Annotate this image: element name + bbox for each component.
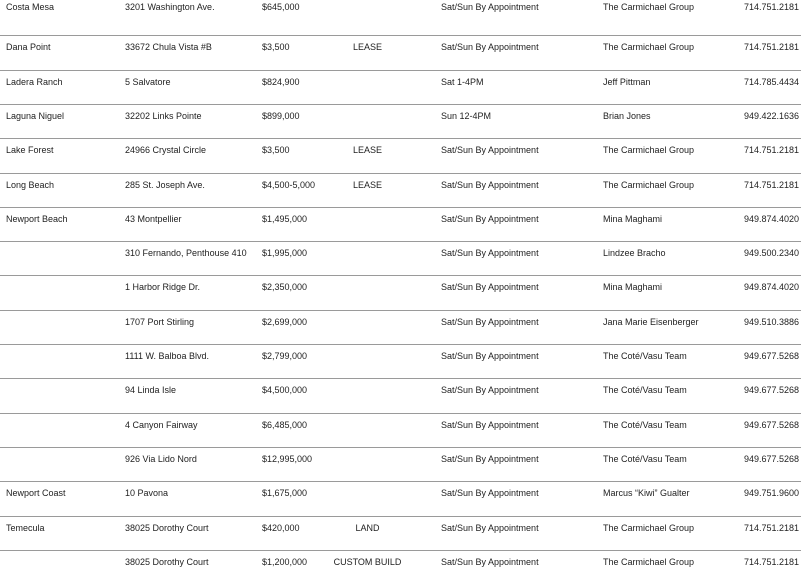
listing-address: 1707 Port Stirling — [125, 316, 195, 327]
table-row — [0, 413, 801, 447]
listing-type: LEASE — [352, 179, 383, 190]
table-row — [0, 481, 801, 515]
listing-agent: The Coté/Vasu Team — [603, 419, 687, 430]
table-row — [0, 310, 801, 344]
row-divider — [0, 481, 801, 482]
listing-price: $2,699,000 — [262, 316, 308, 327]
row-divider — [0, 138, 801, 139]
listing-agent: The Coté/Vasu Team — [603, 351, 687, 361]
listing-agent: The Carmichael Group — [603, 145, 695, 156]
listing-price: $4,500-5,000 — [262, 179, 316, 190]
listing-phone: 714.751.2181 — [743, 522, 799, 533]
listing-phone: 714.785.4434 — [743, 76, 799, 87]
listing-address: 24966 Crystal Circle — [125, 145, 207, 156]
listing-open-house-time: Sat/Sun By Appointment — [441, 145, 539, 156]
listing-address: 32202 Links Pointe — [125, 110, 202, 121]
table-row — [0, 1, 801, 35]
listing-agent: Brian Jones — [603, 110, 651, 121]
row-divider — [0, 516, 801, 517]
listing-city: Lake Forest — [6, 145, 54, 156]
listing-phone: 949.422.1636 — [743, 110, 799, 121]
listing-agent: Jana Marie Eisenberger — [603, 316, 699, 327]
listing-city: Newport Coast — [6, 488, 66, 499]
table-row — [0, 70, 801, 104]
listing-agent: Mina Maghami — [603, 213, 663, 224]
row-divider — [0, 104, 801, 105]
listing-price: $899,000 — [262, 110, 300, 121]
listing-price: $645,000 — [262, 2, 300, 12]
listing-address: 310 Fernando, Penthouse 410 — [125, 248, 247, 259]
table-row — [0, 173, 801, 207]
listing-open-house-time: Sat/Sun By Appointment — [441, 282, 539, 293]
listing-agent: Marcus “Kiwi” Gualter — [603, 488, 690, 499]
listing-price: $3,500 — [262, 145, 290, 156]
listing-city: Long Beach — [6, 179, 55, 190]
listing-address: 43 Montpellier — [125, 213, 182, 224]
table-row — [0, 516, 801, 550]
listing-address: 926 Via Lido Nord — [125, 453, 197, 464]
listing-price: $824,900 — [262, 76, 300, 87]
listing-open-house-time: Sat/Sun By Appointment — [441, 488, 539, 499]
listing-phone: 949.510.3886 — [743, 316, 799, 327]
listing-agent: Jeff Pittman — [603, 76, 651, 87]
listing-type: LAND — [355, 522, 380, 533]
listing-open-house-time: Sat/Sun By Appointment — [441, 179, 539, 190]
listing-address: 38025 Dorothy Court — [125, 522, 209, 533]
table-row — [0, 207, 801, 241]
listing-phone: 949.874.4020 — [743, 213, 799, 224]
row-divider — [0, 413, 801, 414]
listing-address: 10 Pavona — [125, 488, 169, 499]
listing-open-house-time: Sat/Sun By Appointment — [441, 453, 539, 464]
listing-open-house-time: Sat/Sun By Appointment — [441, 248, 539, 259]
listing-price: $1,995,000 — [262, 248, 308, 259]
listing-city: Ladera Ranch — [6, 76, 63, 87]
listing-price: $1,200,000 — [262, 556, 308, 567]
row-divider — [0, 173, 801, 174]
listing-address: 94 Linda Isle — [125, 385, 177, 396]
listing-address: 33672 Chula Vista #B — [125, 42, 212, 53]
table-row — [0, 550, 801, 584]
listing-address: 3201 Washington Ave. — [125, 2, 215, 12]
listing-phone: 949.677.5268 — [743, 453, 799, 464]
table-row — [0, 344, 801, 378]
row-divider — [0, 275, 801, 276]
listing-phone: 714.751.2181 — [743, 179, 799, 190]
table-row — [0, 378, 801, 412]
row-divider — [0, 447, 801, 448]
listing-price: $3,500 — [262, 42, 290, 53]
listing-open-house-time: Sat/Sun By Appointment — [441, 213, 539, 224]
listing-phone: 949.677.5268 — [743, 385, 799, 396]
listing-price: $2,350,000 — [262, 282, 308, 293]
listing-phone: 714.751.2181 — [743, 556, 799, 567]
row-divider — [0, 344, 801, 345]
listing-open-house-time: Sat/Sun By Appointment — [441, 385, 539, 396]
table-row — [0, 241, 801, 275]
table-row — [0, 275, 801, 309]
listing-open-house-time: Sat 1-4PM — [441, 76, 484, 87]
listing-price: $1,675,000 — [262, 488, 308, 499]
listing-price: $1,495,000 — [262, 213, 308, 224]
listing-price: $12,995,000 — [262, 453, 313, 464]
listing-open-house-time: Sat/Sun By Appointment — [441, 556, 539, 567]
listing-price: $6,485,000 — [262, 419, 308, 430]
table-row — [0, 447, 801, 481]
table-row — [0, 35, 801, 69]
listing-address: 5 Salvatore — [125, 76, 171, 87]
listing-phone: 714.751.2181 — [743, 145, 799, 156]
listing-open-house-time: Sat/Sun By Appointment — [441, 2, 539, 12]
listing-price: $420,000 — [262, 522, 300, 533]
listing-price: $4,500,000 — [262, 385, 308, 396]
listing-address: 1111 W. Balboa Blvd. — [125, 351, 210, 361]
row-divider — [0, 241, 801, 242]
listing-phone: 949.677.5268 — [743, 351, 799, 361]
listing-phone: 714.751.2181 — [743, 2, 799, 12]
listing-open-house-time: Sat/Sun By Appointment — [441, 42, 539, 53]
listing-agent: The Coté/Vasu Team — [603, 385, 687, 396]
listing-address: 1 Harbor Ridge Dr. — [125, 282, 201, 293]
listing-open-house-time: Sat/Sun By Appointment — [441, 351, 539, 361]
listing-type: CUSTOM BUILD — [333, 556, 402, 567]
row-divider — [0, 207, 801, 208]
listing-agent: The Coté/Vasu Team — [603, 453, 687, 464]
listing-phone: 714.751.2181 — [743, 42, 799, 53]
listing-agent: The Carmichael Group — [603, 179, 695, 190]
listing-phone: 949.677.5268 — [743, 419, 799, 430]
listing-city: Costa Mesa — [6, 2, 55, 12]
table-row — [0, 138, 801, 172]
row-divider — [0, 378, 801, 379]
table-row — [0, 104, 801, 138]
listing-phone: 949.874.4020 — [743, 282, 799, 293]
row-divider — [0, 70, 801, 71]
listing-city: Temecula — [6, 522, 45, 533]
listing-open-house-time: Sat/Sun By Appointment — [441, 522, 539, 533]
listing-open-house-time: Sat/Sun By Appointment — [441, 419, 539, 430]
listing-price: $2,799,000 — [262, 351, 308, 361]
listing-city: Dana Point — [6, 42, 51, 53]
listing-agent: Lindzee Bracho — [603, 248, 666, 259]
listing-city: Laguna Niguel — [6, 110, 65, 121]
row-divider — [0, 35, 801, 36]
listing-agent: The Carmichael Group — [603, 556, 695, 567]
listing-city: Newport Beach — [6, 213, 68, 224]
listing-agent: The Carmichael Group — [603, 2, 695, 12]
listing-address: 38025 Dorothy Court — [125, 556, 209, 567]
listing-agent: The Carmichael Group — [603, 42, 695, 53]
listing-open-house-time: Sat/Sun By Appointment — [441, 316, 539, 327]
listing-agent: Mina Maghami — [603, 282, 663, 293]
listing-phone: 949.751.9600 — [743, 488, 799, 499]
listing-address: 4 Canyon Fairway — [125, 419, 198, 430]
listing-type: LEASE — [352, 145, 383, 156]
row-divider — [0, 310, 801, 311]
listing-agent: The Carmichael Group — [603, 522, 695, 533]
row-divider — [0, 550, 801, 551]
listing-phone: 949.500.2340 — [743, 248, 799, 259]
listing-address: 285 St. Joseph Ave. — [125, 179, 205, 190]
listing-type: LEASE — [352, 42, 383, 53]
listing-open-house-time: Sun 12-4PM — [441, 110, 492, 121]
